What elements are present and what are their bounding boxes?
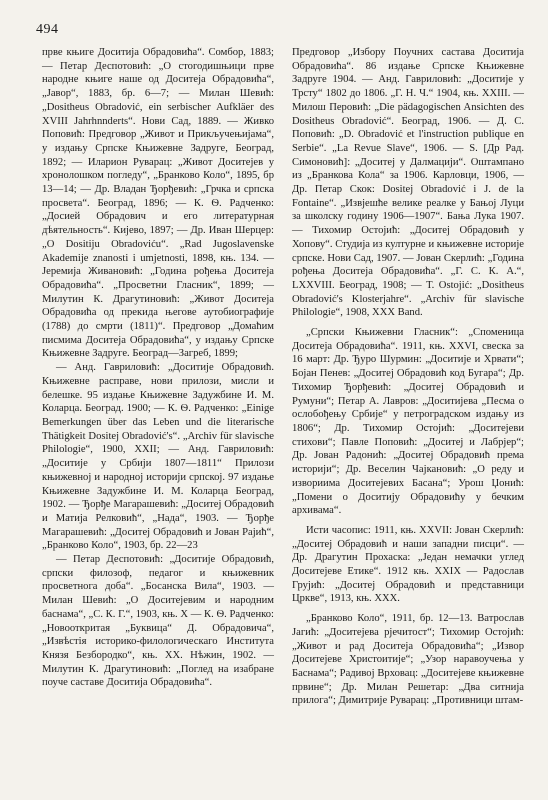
bibliography-paragraph: — Петар Деспотовић: „Доситије Обрадовић, српски филозоф, педагог и књижевник просветнога доба“. „Босанска Вила“, 1903. — Милан Шевић: „О Доситејевим и народним баснама“, „С. К. Г.“, 1903, књ. X — К. Ѳ. Радченко: „Новооткритая „Буквица“ Д. Обрадовича“, „Извѣстiя историко-филологическаго Института Князя Безбородко“, књ. XX. Нѣжин, 1902. — Милутин К. Драгутиновић: „Поглед на изабране поуче саставе Доситија Обрадовића“. xyxy=(42,554,274,689)
page-number: 494 xyxy=(36,22,59,37)
bibliography-paragraph: прве књиге Доситија Обрадовића“. Сомбор, 1883; — Петар Деспотовић: „О стогодишњици прве народне књиге наше од Доситеја Обрадовића“, „Јавор“, 1883, бр. 6—7; — Милан Шевић: „Dositheus Obradović, ein serbischer Aufkläer des XVIII Jahrhnnderts“. Нови Сад, 1889. — Живко Поповић: Предговор „Живот и Прикључењијама“, у издању Српске Књижевне Задруге, Београд, 1892; — Иларион Руварац: „Живот Доситејев у хронолошком погледу“, „Бранково Коло“, 1895, бр 13—14; — Др. Владан Ђорђевић: „Грчка и српска просвета“. Београд, 1896; — К. Ѳ. Радченко: „Досией Обрадович и его литературная дѣятельность“. Кијево, 1897; — Др. Иван Шерцер: „О Dositiju Obradoviću“. „Rad Jugoslavenske Akademije znanosti i umjetnosti, 1898, књ. 134. — Јеремија Живановић: „Година рођења Доситеја Обрадовића“. „Просветни Гласник“, 1899; — Милутин К. Драгутиновић: „Живот Доситеја Обрадовића од прекида његове аутобиографије (1788) до смрти (1811)“. Предговор „Домаћим писмима Доситеја Обрадовића“, у издању Српске Књижевне Задруге. Београд—Загреб, 1899; xyxy=(42,47,274,360)
left-column xyxy=(42,46,274,690)
bibliography-paragraph: — Анд. Гавриловић: „Доситије Обрадовић. Књижевне расправе, нови прилози, мисли и белешке. 95 издање Књижевне Задужбине И. М. Коларца. Београд. 1900; — К. Ѳ. Радченко: „Einige Bemerkungen über das Leben und die literarische Thätigkeit Dositej Obradović's“. „Archiv für slavische Philologie“, 1900, XXII; — Анд. Гавриловић: „Доситије у Србији 1807—1811“ Прилози књижевној и народној историји српској. 97 издање Књижевне Задужбине И. М. Коларца Београд, 1902. — Ђорђе Магарашевић: „Доситеј Обрадовић и Матија Релковић“, „Нада“, 1903. — Ђорђе Магарашевић: „Доситеј Обрадовић и Јован Рајић“, „Бранково Коло“, 1903, бр. 22—23 xyxy=(42,362,274,552)
bibliography-paragraph: „Бранково Коло“, 1911, бр. 12—13. Ватрослав Јагић: „Доситејева рјечитост“; Тихомир Остојић: „Живот и рад Доситеја Обрадовића“; „Извор Доситејеве Христоитије“; „Узор наравоучења у Баснама“; Радивој Врховац: „Доситејеве књижевне првине“; Др. Милан Решетар: „Два ситнија прилога“; Димитрије Руварац: „Противници штам- xyxy=(292,613,524,707)
bibliography-paragraph: Исти часопис: 1911, књ. XXVII: Јован Скерлић: „Доситеј Обрадовић и наши западни писци“. — Др. Драгутин Прохаска: „Један немачки углед Доситејеве Етике“. 1912 књ. XXIX — Радослав Грујић: „Доситеј Обрадовић и представници Цркве“, 1913, књ. XXX. xyxy=(292,524,524,605)
bibliography-paragraph: Предговор „Избору Поучних састава Доситија Обрадовића“. 86 издање Српске Књижевне Задруге 1904. — Анд. Гавриловић: „Доситије у Трсту“ 1802 до 1806. „Г. Н. Ч.“ 1904, књ. XXIII. — Милош Перовић: „Die pädagogischen Ansichten des Dositheus Obradović“. Београд, 1906. — Д. С. Поповић: „D. Obradović et l'instruction publique en Serbie“. „La Revue Slave“, 1906. — S. [Др Рад. Симоновић]: „Доситеј у Далмацији“. Оштампано из „Бранкова Кола“ за 1906. Карловци, 1906, — Др. Петар Скок: Dositej Obradović i J. de la Fontaine“. „Извјешће велике реалке у Бањој Луци за школску годину 1906—1907“. Бања Лука 1907. — Тихомир Остојић: „Доситеј Обрадовић у Хопову“. Студија из културне и књижевне историје српске. Нови Сад, 1907. — Јован Скерлић: „Година рођења Доситеја Обрадовића“. „Г. С. К. А.“, LXXVIII. Београд, 1908; — Т. Ostojić: „Dositheus Obradović's Klosterjahre“. „Archiv für slavische Philologie“, 1908, XXX Band. xyxy=(292,47,524,319)
right-column xyxy=(292,46,524,708)
bibliography-paragraph: „Српски Књижевни Гласник“: „Споменица Доситеја Обрадовића“. 1911, књ. XXVI, свеска за 16 март: Др. Ђуро Шурмин: „Доситије и Хрвати“; Бојан Пенев: „Доситеј Обрадовић код Бугара“; Др. Тихомир Ђорђевић: „Доситеј Обрадовић и Румуни“; Петар А. Лавров: „Доситијева „Песма о ослобођењу Србије“ у петроградском издању из 1806“; Др. Тихомир Остојић: „Доситејеви стихови“; Павле Поповић: „Доситеј и Лабрјер“; Др. Јован Радонић: „Доситеј Обрадовић према историји“; Др. Веселин Чајкановић: „О реду и извориима Доситејевих Басана“; Урош Џонић: „Помени о Доситију Обрадовићу у бечким архивама“. xyxy=(292,327,524,517)
